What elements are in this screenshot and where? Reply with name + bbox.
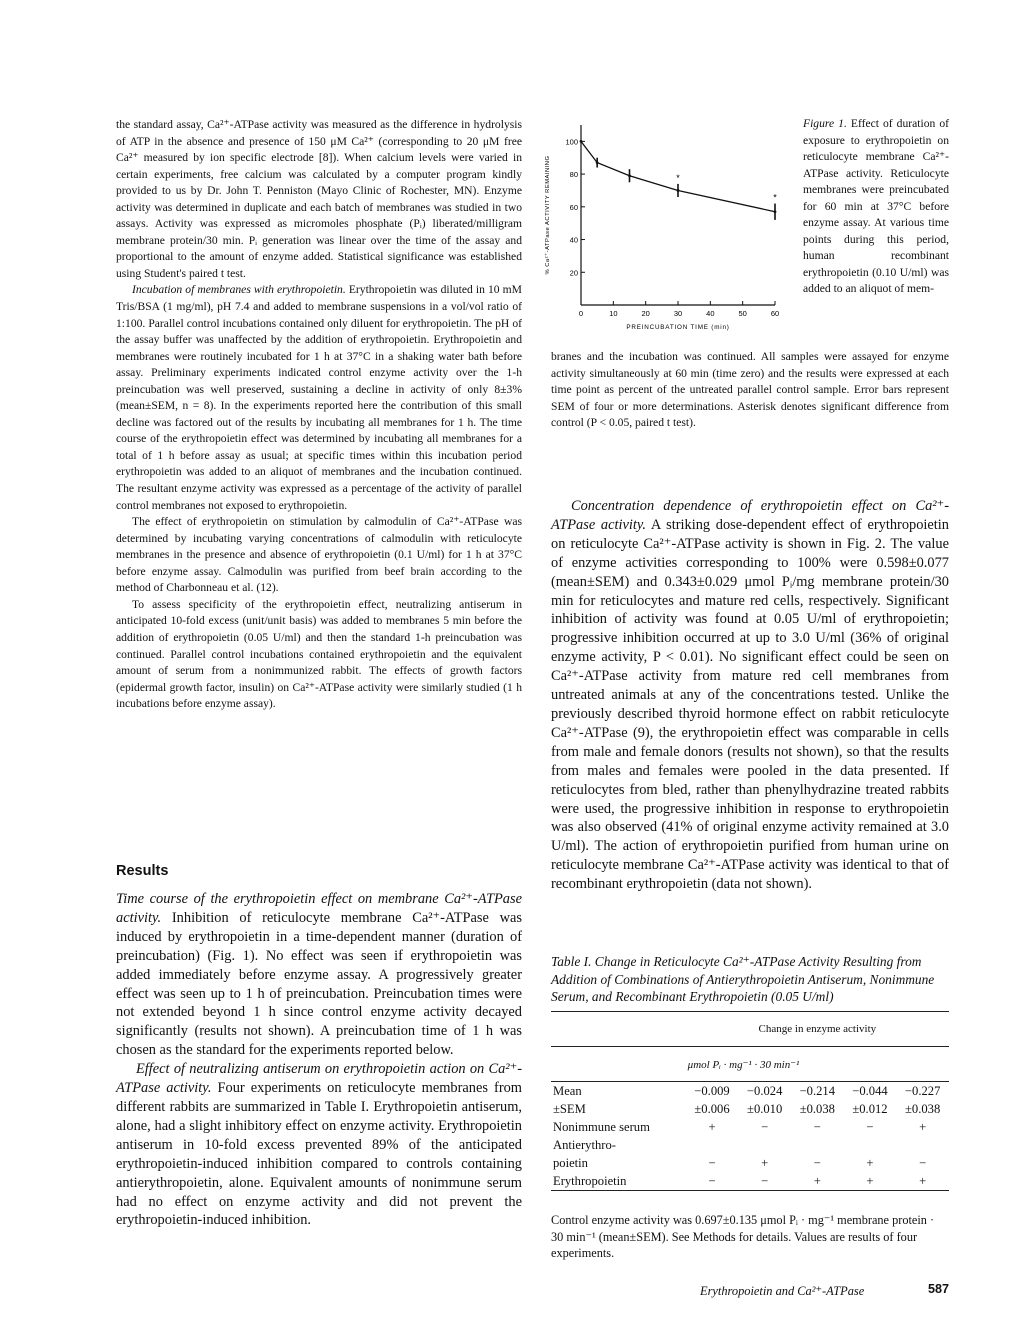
table-cell: + [844,1172,897,1191]
table-cell: ±0.038 [799,1101,835,1116]
y-tick-label: 40 [569,235,578,245]
table-footnote: Control enzyme activity was 0.697±0.135 μmol Pᵢ · mg⁻¹ membrane protein · 30 min⁻¹ (mean±SEM). See Methods for details. Values are results of four experiments. [551,1213,935,1260]
significance-marker: * [676,172,680,183]
figure-1-chart [531,117,793,339]
table-cell: − [708,1155,716,1170]
table-cell: + [791,1172,844,1191]
significance-marker: * [773,192,777,203]
table-cell: ±0.006 [694,1101,730,1116]
table-cell: − [738,1172,791,1191]
figure-caption [803,116,949,298]
table-row [551,1154,949,1172]
x-tick-label: 20 [641,309,650,318]
x-tick-label: 0 [578,309,584,318]
methods-section [116,117,522,713]
data-point [677,189,680,192]
figure-label: Figure 1. [803,117,847,130]
paragraph [116,1060,522,1230]
run-in-heading: Concentration dependence of erythropoietin effect on Ca²⁺-ATPase activity. [551,498,949,533]
table-row [551,1082,949,1101]
table-cell [686,1136,739,1154]
figure-caption-continued: branes and the incubation was continued. All samples were assayed for enzyme activity simultaneously at 60 min (time zero) and the results were expressed at each time point as percent of the untreated parallel control sample. Error bars represent SEM of four or more determinations. Asterisk denotes significant difference from control (P < 0.05, paired t test). [551,350,949,430]
table-row [551,1172,949,1191]
y-tick-label: 20 [569,268,578,278]
run-in-heading: Time course of the erythropoietin effect on membrane Ca²⁺-ATPase activity. [116,891,522,926]
table-title: Table I. Change in Reticulocyte Ca²⁺-ATPase Activity Resulting from Addition of Combinations of Antierythropoietin Antiserum, Nonimmune Serum, and Recombinant Erythropoietin (0.05 U/ml) [551,954,935,1004]
table-row [551,1136,949,1154]
paragraph: The effect of erythropoietin on stimulation by calmodulin of Ca²⁺-ATPase was determined by incubating varying concentrations of calmodulin with reticulocyte membranes in the presence and absence of erythropoietin (0.1 U/ml) for 1 h at 37°C before enzyme assay. Calmodulin was purified from beef brain according to the method of Charbonneau et al. (12). [116,515,522,595]
table-1 [551,1011,949,1191]
paragraph: To assess specificity of the erythropoietin effect, neutralizing antiserum in anticipated 10-fold excess (unit/unit basis) was added to membranes 5 min before the addition of erythropoietin (0.05 U/ml) and then the standard 1-h preincubation was continued. Parallel control incubations contained erythropoietin and the equivalent amount of serum from a nonimmunized rabbit. The effects of growth factors (epidermal growth factor, insulin) on Ca²⁺-ATPase activity were similarly studied (1 h incubations before enzyme assay). [116,597,522,711]
table-cell: −0.227 [904,1083,941,1098]
row-label: Erythropoietin [551,1172,686,1191]
y-tick-label: 80 [569,170,578,180]
x-tick-label: 10 [609,309,618,318]
page-number: 587 [928,1282,950,1296]
y-tick-label: 60 [569,202,578,212]
data-point [596,161,599,164]
x-tick-label: 50 [738,309,747,318]
run-in-heading: Effect of neutralizing antiserum on erythropoietin action on Ca²⁺-ATPase activity. [116,1061,522,1097]
x-axis-label: PREINCUBATION TIME (min) [626,324,730,331]
results-section [116,890,522,1230]
table-row [551,1118,949,1136]
table-cell: −0.214 [799,1083,836,1098]
concentration-section [551,497,949,894]
run-in-heading: Incubation of membranes with erythropoietin. [132,283,346,297]
table-cell: + [708,1119,716,1134]
table-row [551,1100,949,1118]
x-tick-label: 40 [706,309,715,318]
data-point [628,174,631,177]
table-cell: − [813,1155,821,1170]
row-label: Mean [553,1083,582,1098]
paragraph-text: A striking dose-dependent effect of erythropoietin on reticulocyte Ca²⁺-ATPase activity is shown in Fig. 2. The value of enzyme activities corresponding to 100% were 0.598±0.077 (mean±SEM) and 0.343±0.029 μmol Pᵢ/mg membrane protein/30 min for reticulocytes and mature red cells, respectively. Significant inhibition of activity was found at 0.05 U/ml of erythropoietin; progressive inhibition occurred at up to 3.0 U/ml (36% of original enzyme activity, P < 0.01). No significant effect could be seen on Ca²⁺-ATPase activity from mature red cell membranes from untreated animals at any of the concentrations tested. Unlike the previously described thyroid hormone effect on rabbit reticulocyte Ca²⁺-ATPase (9), the erythropoietin effect was comparable in cells from male and female donors (results not shown), so that the results from males and females were pooled in the data presented. If reticulocytes from bled, rather than phenylhydrazine treated rabbits were used, the progressive inhibition in response to erythropoietin was also observed (41% of original enzyme activity remained at 3.0 U/ml). The action of erythropoietin purified from human urine on reticulocyte membrane Ca²⁺-ATPase activity was identical to that of recombinant erythropoietin (data not shown). [551,516,949,893]
table-cell [844,1136,897,1154]
paragraph [116,282,522,514]
table-units: μmol Pᵢ · mg⁻¹ · 30 min⁻¹ [686,1047,949,1082]
table-cell: + [761,1155,769,1170]
x-tick-label: 60 [770,309,780,318]
table-cell: − [813,1119,821,1134]
table-cell: − [686,1172,739,1191]
table-cell: − [866,1119,874,1134]
row-label: Antierythro- [553,1137,616,1152]
table-cell: ±0.010 [747,1101,783,1116]
table-header: Change in enzyme activity [686,1012,949,1047]
table-cell: ±0.012 [852,1101,888,1116]
data-point [580,140,583,143]
table-cell: − [919,1155,927,1170]
table-cell: + [866,1155,874,1170]
row-label: poietin [553,1155,588,1170]
table-cell: −0.044 [852,1083,888,1098]
paragraph [551,497,949,894]
running-title: Erythropoietin and Ca²⁺-ATPase [700,1284,865,1298]
x-tick-label: 30 [673,309,683,318]
table-cell [738,1136,791,1154]
table-cell: + [919,1119,927,1134]
data-point [774,210,777,213]
figure-caption-text: Effect of duration of exposure to erythropoietin on reticulocyte membrane Ca²⁺-ATPase activity. Reticulocyte membranes were preincubated for 60 min at 37°C before enzyme assay. At various time points during this period, human recombinant erythropoietin (0.10 U/ml) was added to an aliquot of mem- [803,117,949,296]
y-tick-label: 100 [565,137,578,147]
table-cell: −0.009 [694,1083,730,1098]
y-axis-label: % Ca²⁺-ATPase ACTIVITY REMAINING [545,155,551,275]
paragraph: the standard assay, Ca²⁺-ATPase activity was measured as the difference in hydrolysis of ATP in the absence and presence of 150 μM Ca²⁺ (corresponding to 20 μM free Ca²⁺ measured by ion specific electrode [8]). When calcium levels were varied in certain experiments, free calcium was calculated by a computer program kindly provided to us by Dr. John T. Penniston (Mayo Clinic of Rochester, MN). Enzyme activity was determined in duplicate and each batch of membranes was studied in two assays. Activity was expressed as micromoles phosphate (Pᵢ) liberated/milligram membrane protein/30 min. Pᵢ generation was linear over the time of the assay and proportional to the amount of enzyme added. Statistical significance was established using Student's paired t test. [116,118,522,280]
paragraph-text: Four experiments on reticulocyte membranes from different rabbits are summarized in Table I. Erythropoietin antiserum, alone, had a slight inhibitory effect on enzyme activity. Erythropoietin antiserum in 10-fold excess prevented 89% of the anticipated erythropoietin-induced inhibition compared to controls containing antierythropoietin, alone. Equivalent amounts of nonimmune serum had no effect on enzyme activity and did not prevent the erythropoietin-induced inhibition. [116,1080,522,1229]
row-label: Nonimmune serum [553,1119,650,1134]
paragraph-text: Erythropoietin was diluted in 10 mM Tris/BSA (1 mg/ml), pH 7.4 and added to membrane suspensions in a vol/vol ratio of 1:100. Parallel control incubations contained only diluent for erythropoietin. The pH of the assay buffer was unaffected by the addition of erythropoietin. Erythropoietin and membranes were routinely incubated for 1 h at 37°C in a shaking water bath before assay. Preliminary experiments indicated control enzyme activity over the 1-h preincubation was well preserved, sustaining a decline in activity of only 8±3% (mean±SEM, n = 8). In the experiments reported here the contribution of this small decline was factored out of the results by incubating all membranes for 1 h. The time course of the erythropoietin effect was determined by incubating all membranes for a total of 1 h before assay as usual; at specific times within this incubation period erythropoietin was added to an aliquot of membranes and the incubation continued. The resultant enzyme activity was expressed as a percentage of the activity of parallel control membranes not exposed to erythropoietin. [116,283,522,512]
table-cell [791,1136,844,1154]
results-heading: Results [116,863,169,879]
table-cell: −0.024 [746,1083,783,1098]
row-label: ±SEM [553,1101,586,1116]
table-cell: ±0.038 [905,1101,941,1116]
table-cell: − [761,1119,769,1134]
paragraph-text: Inhibition of reticulocyte membrane Ca²⁺-ATPase was induced by erythropoietin in a time-dependent manner (duration of preincubation) (Fig. 1). No effect was seen if erythropoietin was added immediately before enzyme assay. A progressively greater effect was seen up to 1 h of preincubation. Preincubation times were not extended beyond 1 h since control enzyme activity decayed significantly (results not shown). A preincubation time of 1 h was chosen as the standard for the experiments reported below. [116,909,522,1059]
paragraph [116,890,522,1060]
table-cell: + [896,1172,949,1191]
table-cell [896,1136,949,1154]
